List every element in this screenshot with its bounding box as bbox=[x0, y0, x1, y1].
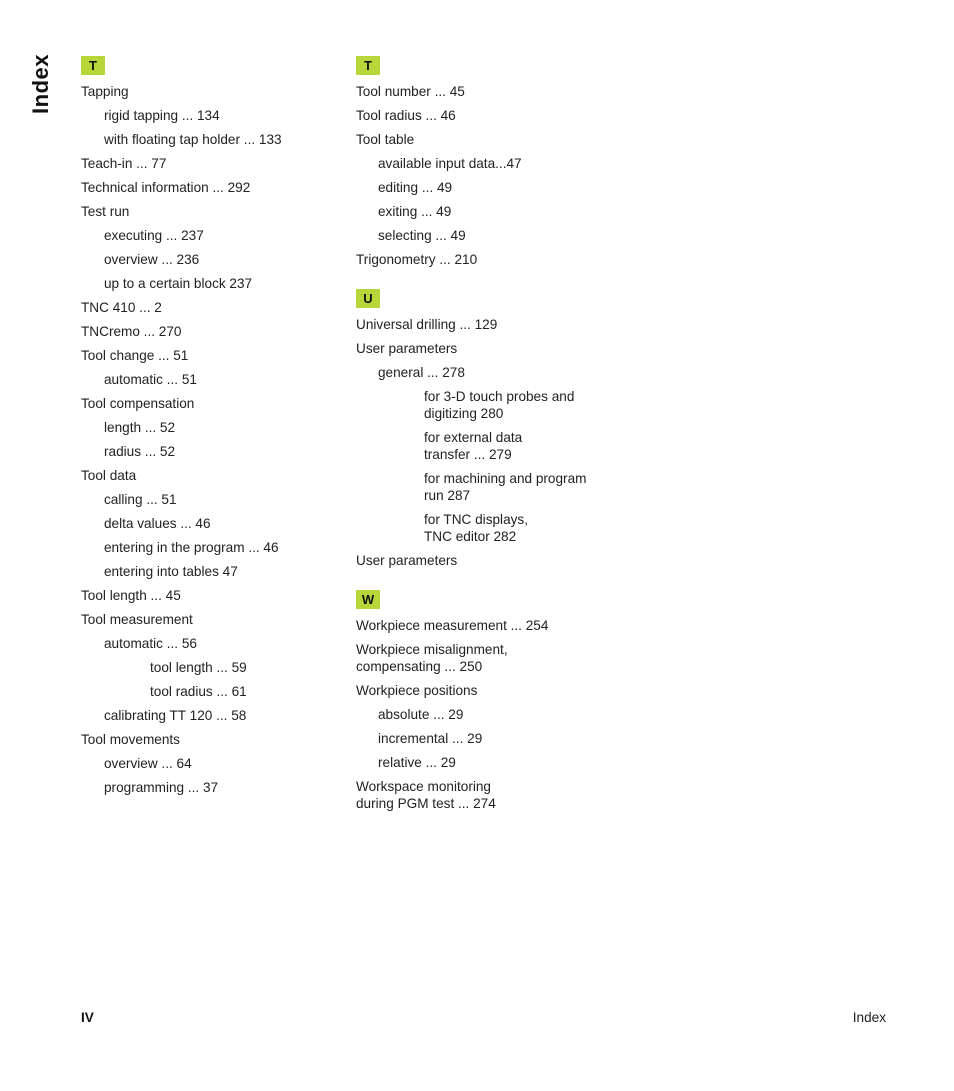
index-entry-text: TNC editor 282 bbox=[424, 528, 517, 544]
index-entry-text: absolute ... 29 bbox=[378, 706, 464, 722]
index-entry-text: exiting ... 49 bbox=[378, 203, 452, 219]
index-entry bbox=[81, 679, 341, 703]
section-letter-badge: T bbox=[81, 56, 105, 75]
index-entry bbox=[81, 463, 341, 487]
index-entry-text: Workspace monitoring bbox=[356, 778, 491, 794]
index-entry-text: radius ... 52 bbox=[104, 443, 176, 459]
index-entry-text: calling ... 51 bbox=[104, 491, 177, 507]
index-entry bbox=[356, 507, 616, 548]
index-entry-text: available input data...47 bbox=[378, 155, 522, 171]
index-entry-text: transfer ... 279 bbox=[424, 446, 512, 462]
index-entry-text: Teach-in ... 77 bbox=[81, 155, 167, 171]
index-entry-text: Workpiece misalignment, bbox=[356, 641, 508, 657]
index-entry-text: Trigonometry ... 210 bbox=[356, 251, 478, 267]
index-entry bbox=[81, 343, 341, 367]
index-entry bbox=[81, 391, 341, 415]
index-entry-text: User parameters bbox=[356, 340, 458, 356]
index-entry-text: overview ... 236 bbox=[104, 251, 200, 267]
index-entry-text: general ... 278 bbox=[378, 364, 465, 380]
index-entry-text: length ... 52 bbox=[104, 419, 176, 435]
index-entry bbox=[81, 727, 341, 751]
index-entry bbox=[356, 151, 616, 175]
index-entry-text: Tool length ... 45 bbox=[81, 587, 181, 603]
page-number: IV bbox=[81, 1010, 94, 1025]
footer-section-label: Index bbox=[852, 1010, 886, 1025]
index-entry-text: automatic ... 56 bbox=[104, 635, 197, 651]
index-entry-text: executing ... 237 bbox=[104, 227, 204, 243]
index-section bbox=[356, 590, 616, 815]
index-entry bbox=[81, 295, 341, 319]
index-entry bbox=[81, 607, 341, 631]
index-entry-text: compensating ... 250 bbox=[356, 658, 483, 674]
side-index-title bbox=[30, 52, 52, 116]
index-entry bbox=[356, 175, 616, 199]
index-section bbox=[356, 56, 616, 271]
index-entry-text: relative ... 29 bbox=[378, 754, 456, 770]
index-entry-text: for TNC displays, bbox=[424, 511, 528, 527]
index-entry bbox=[356, 548, 616, 572]
index-entry bbox=[356, 774, 616, 815]
index-entry bbox=[356, 127, 616, 151]
index-entry bbox=[356, 312, 616, 336]
index-entry-text: rigid tapping ... 134 bbox=[104, 107, 220, 123]
index-entry bbox=[81, 583, 341, 607]
index-section bbox=[356, 289, 616, 572]
index-entry-text: programming ... 37 bbox=[104, 779, 219, 795]
index-entry bbox=[81, 655, 341, 679]
index-entry-text: Tool number ... 45 bbox=[356, 83, 465, 99]
index-entry bbox=[356, 223, 616, 247]
index-entry bbox=[81, 175, 341, 199]
index-entry bbox=[81, 151, 341, 175]
index-entry bbox=[356, 466, 616, 507]
index-entry bbox=[81, 319, 341, 343]
section-letter-badge: T bbox=[356, 56, 380, 75]
index-entry-text: Technical information ... 292 bbox=[81, 179, 251, 195]
index-entry bbox=[81, 199, 341, 223]
side-index-title-text: Index bbox=[28, 54, 53, 114]
index-entry bbox=[81, 223, 341, 247]
index-entry bbox=[356, 336, 616, 360]
index-entry-text: during PGM test ... 274 bbox=[356, 795, 496, 811]
index-entry-text: for machining and program bbox=[424, 470, 587, 486]
index-entry bbox=[81, 535, 341, 559]
index-entry bbox=[81, 271, 341, 295]
index-entry bbox=[81, 439, 341, 463]
index-entry bbox=[356, 79, 616, 103]
index-entry bbox=[356, 678, 616, 702]
index-entry bbox=[81, 79, 341, 103]
index-column-right bbox=[356, 56, 616, 833]
index-entry-text: Tool change ... 51 bbox=[81, 347, 189, 363]
index-entry-text: Tapping bbox=[81, 83, 129, 99]
index-entry-text: Tool radius ... 46 bbox=[356, 107, 456, 123]
index-entry bbox=[356, 637, 616, 678]
index-entry-text: digitizing 280 bbox=[424, 405, 504, 421]
index-entry bbox=[81, 559, 341, 583]
index-entry-text: for external data bbox=[424, 429, 523, 445]
index-entry bbox=[81, 775, 341, 799]
index-entry bbox=[81, 751, 341, 775]
index-entry bbox=[81, 511, 341, 535]
index-entry-text: with floating tap holder ... 133 bbox=[104, 131, 282, 147]
index-entry bbox=[356, 750, 616, 774]
index-entry bbox=[81, 415, 341, 439]
index-entry-text: delta values ... 46 bbox=[104, 515, 211, 531]
index-entry-text: for 3-D touch probes and bbox=[424, 388, 575, 404]
index-entry-text: overview ... 64 bbox=[104, 755, 192, 771]
index-entry-text: Tool table bbox=[356, 131, 415, 147]
index-entry-text: Test run bbox=[81, 203, 130, 219]
index-entry bbox=[356, 702, 616, 726]
index-entry-text: Workpiece positions bbox=[356, 682, 478, 698]
index-entry bbox=[356, 384, 616, 425]
index-entry bbox=[81, 487, 341, 511]
index-entry-text: entering in the program ... 46 bbox=[104, 539, 279, 555]
index-entry bbox=[356, 613, 616, 637]
index-entry-text: tool radius ... 61 bbox=[150, 683, 247, 699]
index-entry bbox=[356, 726, 616, 750]
section-letter-badge: U bbox=[356, 289, 380, 308]
index-entry-text: Tool data bbox=[81, 467, 137, 483]
index-entry bbox=[81, 103, 341, 127]
index-entry-text: Tool measurement bbox=[81, 611, 193, 627]
index-entry-text: Universal drilling ... 129 bbox=[356, 316, 498, 332]
index-entry-text: tool length ... 59 bbox=[150, 659, 247, 675]
index-entry-text: User parameters bbox=[356, 552, 458, 568]
index-entry-text: automatic ... 51 bbox=[104, 371, 197, 387]
index-entry-text: Tool movements bbox=[81, 731, 180, 747]
index-entry bbox=[356, 360, 616, 384]
index-entry-text: incremental ... 29 bbox=[378, 730, 483, 746]
index-entry-text: TNCremo ... 270 bbox=[81, 323, 182, 339]
index-entry-text: Workpiece measurement ... 254 bbox=[356, 617, 549, 633]
index-entry bbox=[81, 247, 341, 271]
index-column-left bbox=[81, 56, 341, 817]
index-entry-text: TNC 410 ... 2 bbox=[81, 299, 162, 315]
index-entry-text: selecting ... 49 bbox=[378, 227, 466, 243]
index-entry-text: Tool compensation bbox=[81, 395, 195, 411]
index-entry bbox=[81, 703, 341, 727]
index-entry bbox=[356, 247, 616, 271]
index-entry bbox=[81, 367, 341, 391]
index-entry bbox=[356, 199, 616, 223]
section-letter-badge: W bbox=[356, 590, 380, 609]
index-entry-text: calibrating TT 120 ... 58 bbox=[104, 707, 247, 723]
index-entry bbox=[81, 127, 341, 151]
index-entry bbox=[356, 425, 616, 466]
index-entry bbox=[356, 103, 616, 127]
index-entry bbox=[81, 631, 341, 655]
index-section bbox=[81, 56, 341, 799]
index-entry-text: editing ... 49 bbox=[378, 179, 453, 195]
index-entry-text: entering into tables 47 bbox=[104, 563, 238, 579]
index-entry-text: run 287 bbox=[424, 487, 471, 503]
index-entry-text: up to a certain block 237 bbox=[104, 275, 253, 291]
